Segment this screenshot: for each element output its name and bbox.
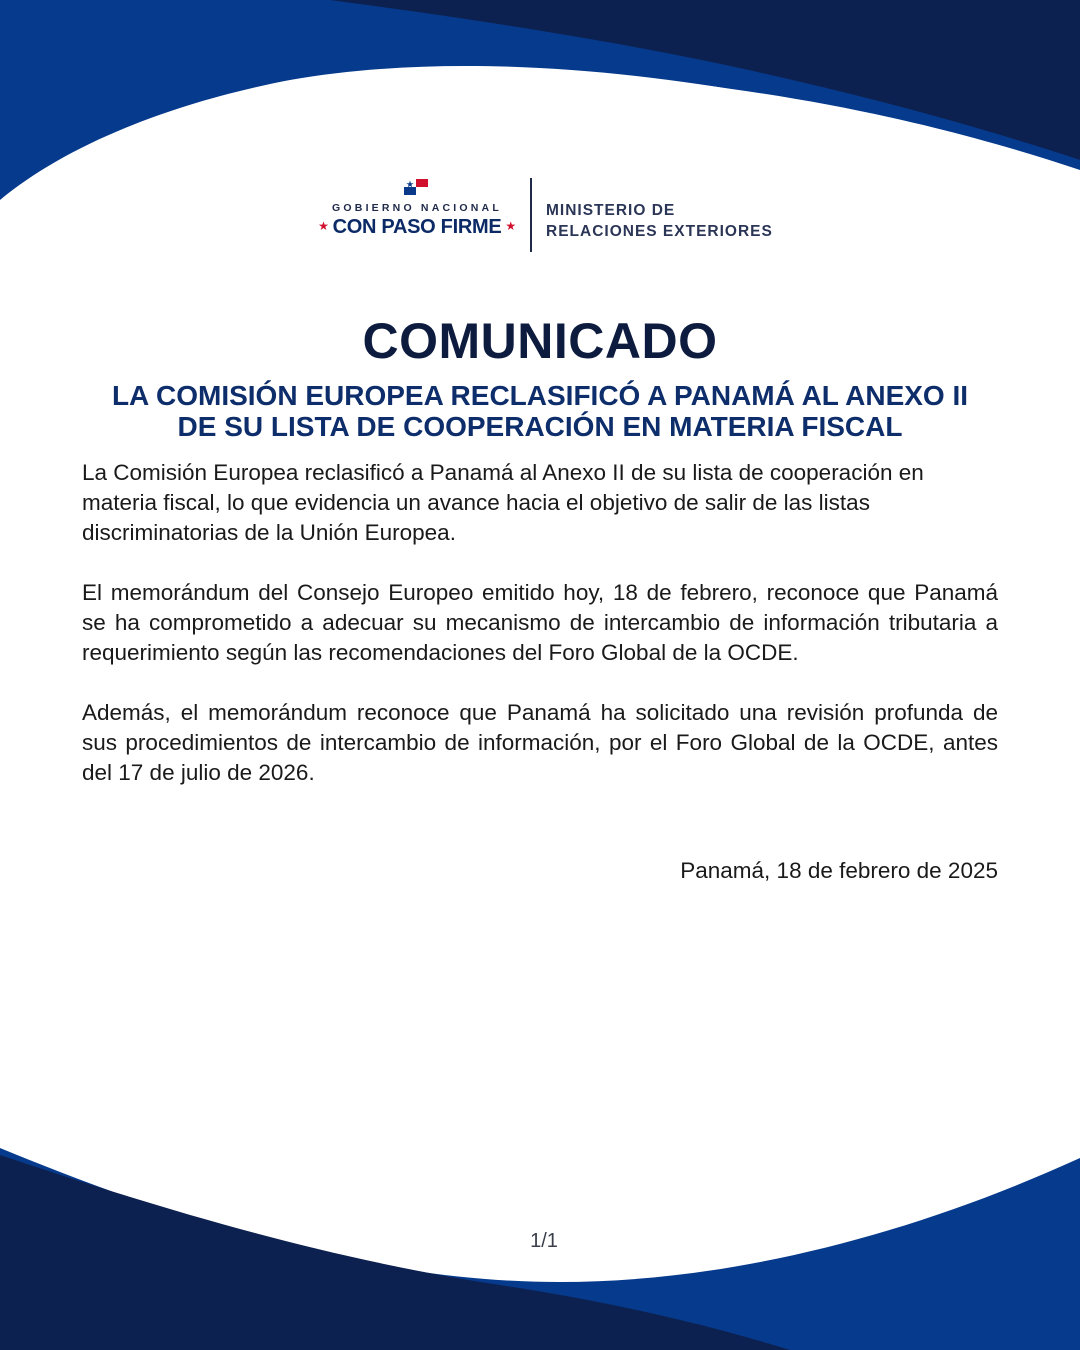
page-number: 1/1: [530, 1230, 558, 1252]
gobierno-nacional-label: GOBIERNO NACIONAL: [332, 202, 502, 214]
ministerio-line-2: RELACIONES EXTERIORES: [546, 223, 773, 240]
con-paso-firme-label: [300, 216, 534, 239]
headline-line-1: LA COMISIÓN EUROPEA RECLASIFICÓ A PANAMÁ AL ANEXO II: [111, 380, 969, 411]
paragraph-3: Además, el memorándum reconoce que Panamá ha solicitado una revisión profunda de sus procedimientos de intercambio de información, por el Foro Global de la OCDE, antes del 17 de julio de 2026.: [82, 700, 998, 785]
panama-flag-icon: [404, 179, 428, 195]
star-icon: ★: [505, 219, 516, 233]
paragraph-1: La Comisión Europea reclasificó a Panamá al Anexo II de su lista de cooperación en materia fiscal, lo que evidencia un avance hacia el objetivo de salir de las listas discriminatorias de la Unión Europea.: [82, 460, 924, 545]
date-line: Panamá, 18 de febrero de 2025: [680, 858, 998, 883]
slogan-text: CON PASO FIRME: [332, 216, 502, 238]
header-logo: [0, 176, 1080, 254]
star-icon: ★: [318, 219, 329, 233]
headline: [70, 380, 1010, 442]
logo-divider: [530, 178, 532, 252]
body-text: [82, 458, 998, 818]
page-title: COMUNICADO: [362, 313, 718, 369]
ministerio-line-1: MINISTERIO DE: [546, 202, 676, 219]
headline-line-2: DE SU LISTA DE COOPERACIÓN EN MATERIA FISCAL: [177, 411, 903, 442]
paragraph-2: El memorándum del Consejo Europeo emitido hoy, 18 de febrero, reconoce que Panamá se ha comprometido a adecuar su mecanismo de intercambio de información tributaria a requerimiento según las recomendaciones del Foro Global de la OCDE.: [82, 580, 998, 665]
ministerio-label: [546, 200, 773, 242]
